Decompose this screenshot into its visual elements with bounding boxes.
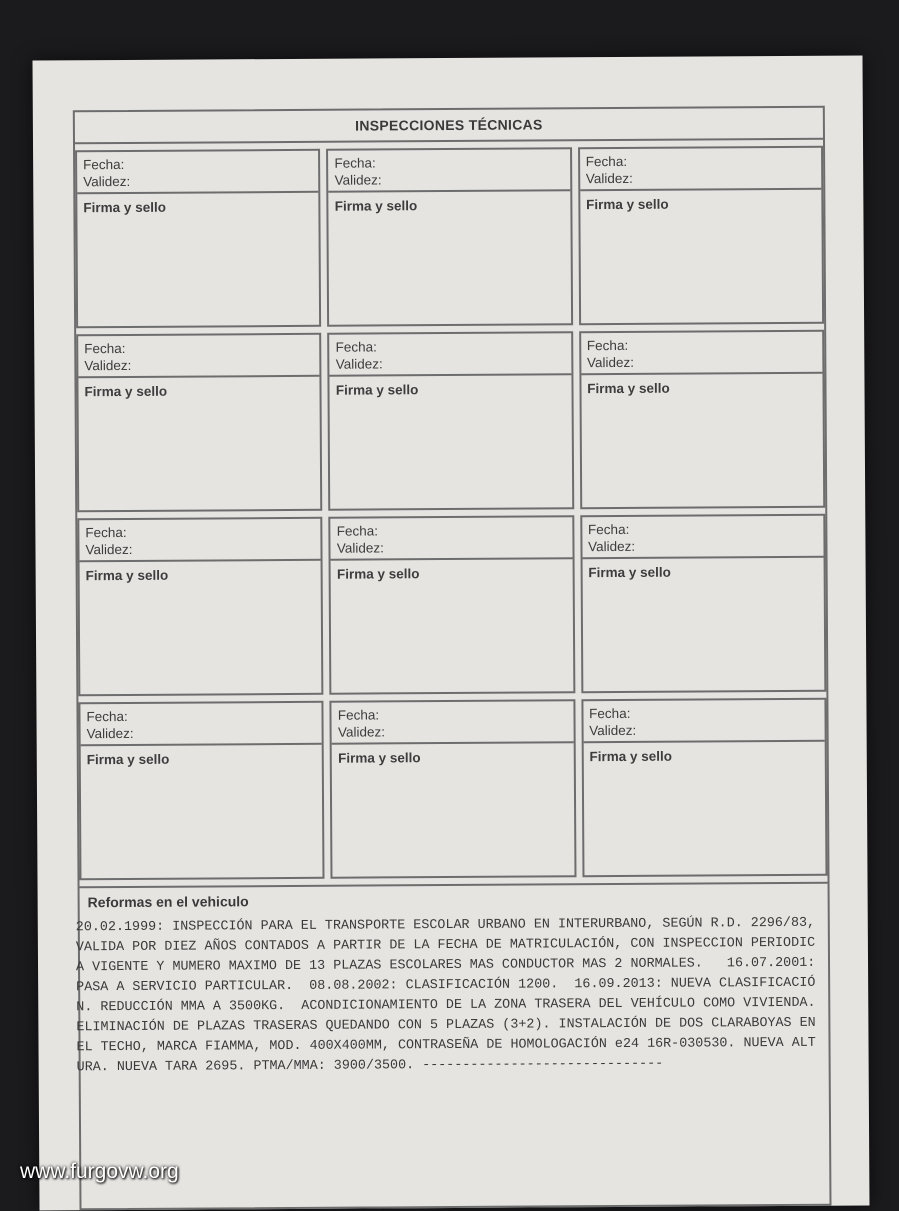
cell-header — [582, 516, 824, 559]
firma-label: Firma y sello — [588, 564, 671, 581]
inspection-cell — [76, 333, 322, 512]
document-frame — [73, 106, 832, 1211]
inspection-grid — [75, 140, 827, 881]
validez-label: Validez: — [589, 722, 637, 739]
inspection-cell — [327, 331, 573, 510]
inspection-cell — [330, 699, 576, 878]
fecha-label: Fecha: — [587, 521, 630, 538]
firma-label: Firma y sello — [85, 567, 169, 584]
firma-label: Firma y sello — [589, 748, 673, 765]
inspection-cell — [580, 514, 826, 693]
fecha-label: Fecha: — [83, 156, 125, 173]
validez-label: Validez: — [83, 173, 131, 190]
firma-label: Firma y sello — [83, 199, 166, 216]
firma-label: Firma y sello — [336, 566, 420, 582]
cell-header — [330, 333, 572, 376]
validez-label: Validez: — [585, 170, 633, 187]
validez-label: Validez: — [337, 724, 386, 740]
inspection-cell — [77, 517, 323, 696]
page-title: INSPECCIONES TÉCNICAS — [75, 108, 823, 145]
fecha-label: Fecha: — [84, 340, 126, 357]
validez-label: Validez: — [86, 725, 134, 742]
validez-label: Validez: — [335, 356, 383, 372]
cell-header — [331, 517, 573, 560]
firma-label: Firma y sello — [86, 751, 170, 768]
inspection-cell — [326, 147, 572, 326]
firma-label: Firma y sello — [335, 382, 419, 398]
firma-label: Firma y sello — [338, 750, 421, 766]
fecha-label: Fecha: — [589, 705, 631, 722]
cell-header — [80, 703, 322, 746]
document-page — [32, 55, 869, 1210]
inspection-cell — [578, 146, 824, 325]
inspection-cell — [581, 698, 827, 877]
inspection-cell — [75, 149, 321, 328]
cell-header — [77, 151, 319, 194]
inspection-cell — [329, 515, 575, 694]
fecha-label: Fecha: — [334, 155, 376, 171]
fecha-label: Fecha: — [336, 523, 379, 539]
cell-header — [581, 332, 823, 375]
fecha-label: Fecha: — [586, 337, 629, 354]
reformas-title: Reformas en el vehiculo — [87, 893, 249, 911]
validez-label: Validez: — [586, 354, 635, 371]
reformas-text: 20.02.1999: INSPECCIÓN PARA EL TRANSPORTE ESCOLAR URBANO EN INTERURBANO, SEGÚN R.D. 2296/83, VALIDA POR DIEZ AÑOS CONTADOS A PARTIR DE LA FECHA DE MATRICULACIÓN, CON INSPECCION PERIODICA VIGENTE Y MUMERO MAXIMO DE 13 PLAZAS ESCOLARES MAS CONDUCTOR MAS 2 NORMALES. 16.07.2001: PASA A SERVICIO PARTICULAR. 08.08.2002: CLASIFICACIÓN 1200. 16.09.2013: NUEVA CLASIFICACIÓN. REDUCCIÓN MMA A 3500KG. ACONDICIONAMIENTO DE LA ZONA TRASERA DEL VEHÍCULO COMO VIVIENDA. ELIMINACIÓN DE PLAZAS TRASERAS QUEDANDO CON 5 PLAZAS (3+2). INSTALACIÓN DE DOS CLARABOYAS EN EL TECHO, MARCA FIAMMA, MOD. 400X400MM, CONTRASEÑA DE HOMOLOGACIÓN e24 16R-030530. NUEVA ALTURA. NUEVA TARA 2695. PTMA/MMA: 3900/3500. ------------------------------ — [75, 915, 832, 1076]
cell-header — [79, 519, 321, 562]
cell-header — [583, 700, 825, 743]
fecha-label: Fecha: — [585, 153, 628, 170]
firma-label: Firma y sello — [334, 198, 418, 214]
fecha-label: Fecha: — [337, 707, 380, 723]
fecha-label: Fecha: — [335, 339, 377, 355]
firma-label: Firma y sello — [84, 383, 168, 400]
cell-header — [580, 148, 822, 191]
inspection-cell — [579, 330, 825, 509]
fecha-label: Fecha: — [85, 524, 127, 541]
cell-header — [78, 335, 320, 378]
firma-label: Firma y sello — [587, 380, 670, 397]
validez-label: Validez: — [85, 541, 133, 558]
cell-header — [332, 701, 574, 744]
site-watermark: www.furgovw.org — [20, 1160, 179, 1183]
validez-label: Validez: — [588, 538, 636, 555]
cell-header — [328, 149, 570, 192]
fecha-label: Fecha: — [86, 708, 128, 725]
reformas-section — [75, 882, 832, 1079]
validez-label: Validez: — [336, 540, 384, 556]
firma-label: Firma y sello — [585, 196, 669, 213]
validez-label: Validez: — [334, 172, 382, 188]
inspection-cell — [78, 701, 324, 880]
validez-label: Validez: — [84, 357, 132, 374]
